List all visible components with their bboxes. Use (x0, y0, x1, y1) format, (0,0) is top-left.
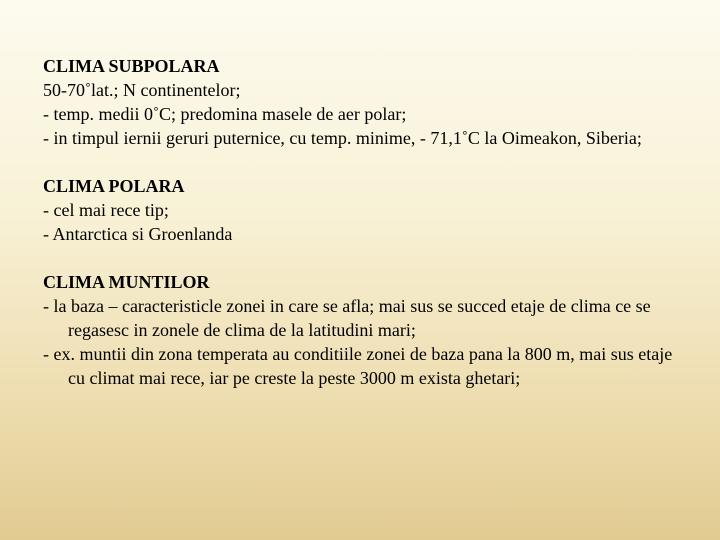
section-heading: CLIMA SUBPOLARA (43, 56, 220, 76)
section-clima-muntilor (43, 270, 693, 390)
section-heading: CLIMA POLARA (43, 176, 185, 196)
text-line: 50-70˚lat.; N continentelor; (43, 80, 241, 100)
text-line: - Antarctica si Groenlanda (43, 224, 233, 244)
text-line: - la baza – caracteristicle zonei in care se afla; mai sus se succed etaje de clima ce se regasesc in zonele de clima de la latitudini mari; (43, 296, 651, 340)
text-line: - cel mai rece tip; (43, 200, 169, 220)
section-clima-subpolara (43, 54, 693, 150)
slide-content (43, 54, 693, 414)
text-line: - ex. muntii din zona temperata au conditiile zonei de baza pana la 800 m, mai sus etaje cu climat mai rece, iar pe creste la peste 3000 m exista ghetari; (43, 344, 673, 388)
section-clima-polara (43, 174, 693, 246)
text-line: - temp. medii 0˚C; predomina masele de aer polar; (43, 104, 407, 124)
section-heading: CLIMA MUNTILOR (43, 272, 210, 292)
text-line: - in timpul iernii geruri puternice, cu temp. minime, - 71,1˚C la Oimeakon, Siberia; (43, 128, 642, 148)
